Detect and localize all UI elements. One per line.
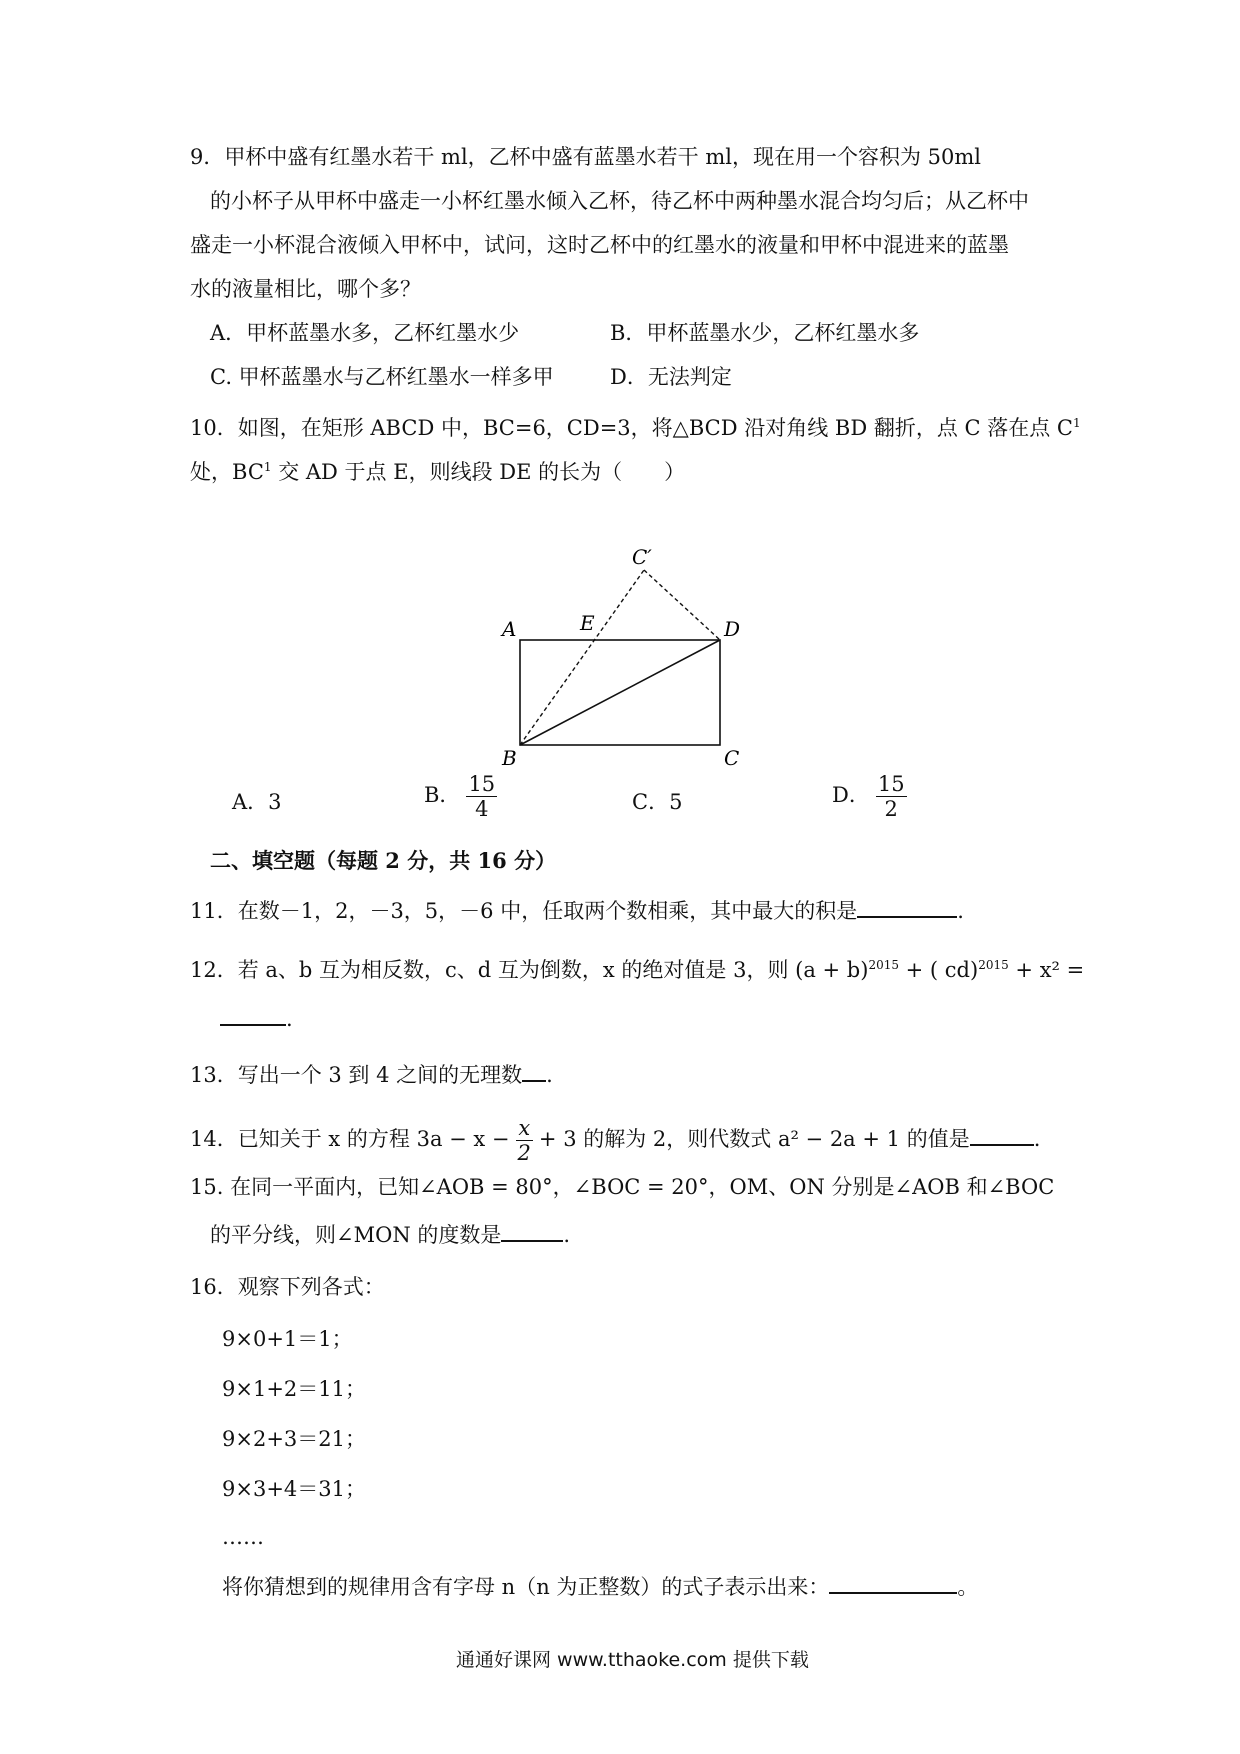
- label-c: C: [724, 746, 740, 770]
- section-fill-in-heading: 二、填空题（每题 2 分，共 16 分）: [210, 848, 557, 873]
- q14: [190, 1116, 1040, 1165]
- label-d: D: [724, 617, 741, 641]
- q16-eq-1: 9×0+1＝1；: [222, 1327, 353, 1351]
- q16-answer-blank: [829, 1572, 957, 1594]
- q13-text: 13．写出一个 3 到 4 之间的无理数: [190, 1063, 523, 1087]
- q10-line-1-text: 10．如图，在矩形 ABCD 中，BC=6，CD=3，将△BCD 沿对角线 BD 翻折，点 C 落在点 C: [190, 416, 1074, 440]
- q15-line-1: 15. 在同一平面内，已知∠AOB = 80°，∠BOC = 20°，OM、ON 分别是∠AOB 和∠BOC: [190, 1175, 1055, 1199]
- q10-choice-d-fraction: [876, 772, 907, 821]
- q9-choice-b: B．甲杯蓝墨水少，乙杯红墨水多: [610, 321, 920, 345]
- q12-exp-1: 2015: [868, 958, 899, 972]
- q11-text: 11．在数－1，2，－3，5，－6 中，任取两个数相乘，其中最大的积是: [190, 899, 858, 923]
- q15-line-2: [210, 1220, 570, 1250]
- q9-line-3: 盛走一小杯混合液倾入甲杯中，试问，这时乙杯中的红墨水的液量和甲杯中混进来的蓝墨: [190, 233, 1009, 257]
- q11-end: .: [957, 899, 964, 923]
- q9-choice-d: D．无法判定: [610, 365, 732, 389]
- q10-line-1: [190, 408, 1081, 443]
- q9-choice-a: A．甲杯蓝墨水多，乙杯红墨水少: [210, 321, 520, 345]
- q10-sup-1: 1: [1073, 416, 1081, 430]
- q12-answer-blank: [220, 1004, 286, 1026]
- q10-sup-2: 1: [263, 460, 272, 474]
- q15-end: .: [563, 1223, 571, 1247]
- q16-dots: ……: [222, 1525, 264, 1549]
- q10-choice-b-fraction: [466, 772, 497, 821]
- q12-exp-2: 2015: [978, 958, 1009, 972]
- q15-answer-blank: [501, 1220, 563, 1242]
- q10-choice-d-prefix: D．: [832, 783, 870, 807]
- q12-end: .: [286, 1007, 293, 1031]
- label-b: B: [502, 746, 517, 770]
- q12-tail: + x² =: [1008, 958, 1085, 982]
- q10-b-numerator: 15: [468, 772, 496, 796]
- label-c1: C′: [632, 545, 652, 569]
- q10-choice-a: A．3: [232, 790, 282, 814]
- q14-denominator: 2: [517, 1141, 531, 1165]
- q16-ask-text: 将你猜想到的规律用含有字母 n（n 为正整数）的式子表示出来：: [222, 1575, 830, 1599]
- q9-line-2: 的小杯子从甲杯中盛走一小杯红墨水倾入乙杯，待乙杯中两种墨水混合均匀后；从乙杯中: [210, 189, 1029, 213]
- q10-choice-b: [424, 772, 497, 821]
- q16-end: 。: [957, 1575, 979, 1599]
- q10-b-denominator: 4: [475, 797, 489, 821]
- q10-d-numerator: 15: [877, 772, 905, 796]
- q11-answer-blank: [857, 896, 957, 918]
- q10-line-2-b: 交 AD 于点 E，则线段 DE 的长为（ ）: [271, 460, 686, 484]
- q13-answer-blank: [522, 1060, 546, 1082]
- folded-line-c1d: [644, 570, 720, 640]
- q12-mid: + ( cd): [898, 958, 979, 982]
- label-e: E: [580, 611, 595, 635]
- q9-choice-c: C. 甲杯蓝墨水与乙杯红墨水一样多甲: [210, 365, 554, 389]
- q12-text: 12．若 a、b 互为相反数，c、d 互为倒数，x 的绝对值是 3，则 (a + b): [190, 958, 869, 982]
- q14-fraction: [516, 1116, 533, 1165]
- q16-eq-3: 9×2+3＝21；: [222, 1427, 366, 1451]
- q13: [190, 1060, 553, 1090]
- diagonal-bd: [520, 640, 720, 745]
- q10-choice-d: [832, 772, 907, 821]
- q14-answer-blank: [970, 1124, 1034, 1146]
- label-a: A: [502, 617, 517, 641]
- q10-line-2: [190, 452, 685, 487]
- q12-line-1: [190, 950, 1084, 985]
- q15-text: 的平分线，则∠MON 的度数是: [210, 1223, 502, 1247]
- q10-choice-b-prefix: B．: [424, 783, 461, 807]
- q16-heading: 16．观察下列各式：: [190, 1275, 385, 1299]
- q14-pre: 14．已知关于 x 的方程 3a − x −: [190, 1127, 510, 1151]
- q16-eq-2: 9×1+2＝11；: [222, 1377, 366, 1401]
- q10-figure: [480, 530, 760, 770]
- q13-end: .: [546, 1063, 553, 1087]
- q14-end: .: [1033, 1127, 1041, 1151]
- q10-line-2-a: 处，BC: [190, 460, 264, 484]
- q12-line-2: [220, 1004, 293, 1034]
- q11: [190, 896, 964, 926]
- q10-choice-c: C．5: [632, 790, 683, 814]
- footer-source: 通通好课网 www.tthaoke.com 提供下载: [456, 1649, 809, 1671]
- q14-numerator: x: [516, 1116, 533, 1141]
- q14-post: + 3 的解为 2，则代数式 a² − 2a + 1 的值是: [538, 1127, 970, 1151]
- folded-line-bc1: [520, 570, 644, 745]
- q9-line-1: 9．甲杯中盛有红墨水若干 ml，乙杯中盛有蓝墨水若干 ml，现在用一个容积为 50ml: [190, 145, 981, 169]
- q16-eq-4: 9×3+4＝31；: [222, 1477, 366, 1501]
- q9-line-4: 水的液量相比，哪个多？: [190, 277, 421, 301]
- q10-d-denominator: 2: [884, 797, 898, 821]
- q16-ask: [222, 1572, 978, 1602]
